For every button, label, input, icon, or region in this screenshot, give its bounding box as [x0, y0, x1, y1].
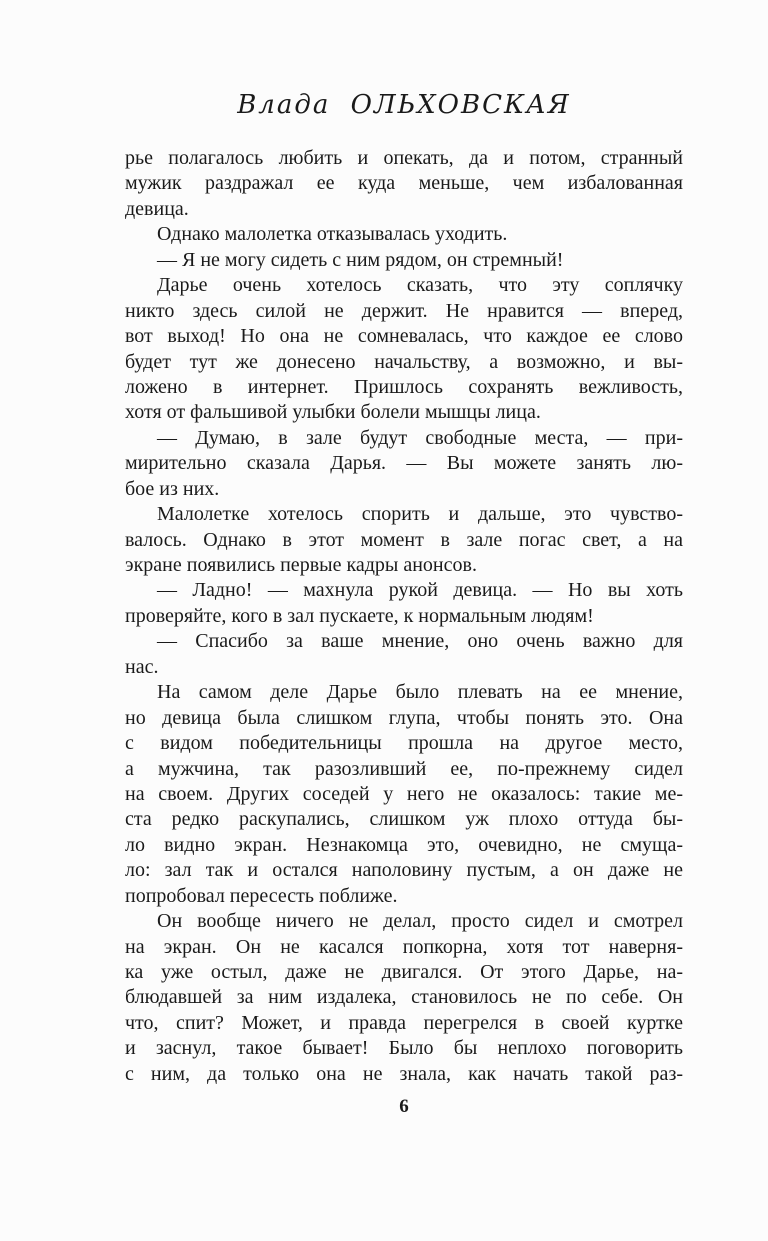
text-line: проверяйте, кого в зал пускаете, к нормальным людям! — [125, 604, 594, 627]
text-line: — Я не могу сидеть с ним рядом, он стремный! — [157, 248, 564, 271]
text-line: на своем. Других соседей у него не оказалось: такие ме- — [125, 782, 683, 805]
text-line: ста редко раскупались, слишком уж плохо оттуда бы- — [125, 808, 683, 831]
text-line: с видом победительницы прошла на другое место, — [125, 732, 683, 755]
text-line: — Ладно! — махнула рукой девица. — Но вы хоть — [157, 579, 683, 602]
text-line: бое из них. — [125, 477, 220, 500]
text-line: вот выход! Но она не сомневалась, что каждое ее слово — [125, 325, 683, 348]
text-line: на экран. Он не касался попкорна, хотя тот наверня- — [125, 935, 683, 958]
text-line: — Думаю, в зале будут свободные места, — при- — [157, 426, 683, 449]
text-line: экране появились первые кадры анонсов. — [125, 554, 477, 576]
text-line: хотя от фальшивой улыбки болели мышцы лица. — [125, 401, 541, 424]
text-line: ло: зал так и остался наполовину пустым, а он даже не — [125, 859, 683, 882]
text-line: будет тут же донесено начальству, а возможно, и вы- — [125, 350, 683, 373]
text-line: ка уже остыл, даже не двигался. От этого Дарье, на- — [125, 961, 683, 983]
text-line: — Спасибо за ваше мнение, оно очень важно для — [157, 630, 683, 653]
page-number: 6 — [399, 1096, 409, 1117]
running-head-author: Влада ОЛЬХОВСКАЯ — [237, 90, 571, 120]
text-line: и заснул, такое бывает! Было бы неплохо поговорить — [125, 1037, 683, 1060]
text-body — [125, 146, 683, 1087]
text-line: мирительно сказала Дарья. — Вы можете занять лю- — [125, 452, 683, 475]
text-line: ло видно экран. Незнакомца это, очевидно, не смуща- — [125, 833, 683, 856]
text-line: девица. — [125, 197, 189, 220]
text-line: мужик раздражал ее куда меньше, чем избалованная — [125, 172, 683, 195]
text-line: Он вообще ничего не делал, просто сидел и смотрел — [157, 910, 683, 933]
text-line: Малолетке хотелось спорить и дальше, это чувство- — [157, 503, 683, 526]
text-line: валось. Однако в этот момент в зале погас свет, а на — [125, 528, 683, 551]
text-line: никто здесь силой не держит. Не нравится — вперед, — [125, 299, 683, 322]
text-line: что, спит? Может, и правда перегрелся в своей куртке — [125, 1011, 683, 1034]
text-line: блюдавшей за ним издалека, становилось не по себе. Он — [125, 986, 683, 1009]
text-line: Дарье очень хотелось сказать, что эту соплячку — [157, 274, 683, 297]
text-line: но девица была слишком глупа, чтобы понять это. Она — [125, 706, 683, 729]
text-line: На самом деле Дарье было плевать на ее мнение, — [157, 681, 683, 704]
text-line: а мужчина, так разозливший ее, по-прежнему сидел — [125, 757, 683, 780]
text-line: Однако малолетка отказывалась уходить. — [157, 223, 508, 246]
text-line: нас. — [125, 655, 159, 678]
text-line: рье полагалось любить и опекать, да и потом, странный — [125, 147, 683, 169]
text-line: с ним, да только она не знала, как начать такой раз- — [125, 1062, 683, 1085]
text-line: ложено в интернет. Пришлось сохранять вежливость, — [125, 375, 683, 398]
text-line: попробовал пересесть поближе. — [125, 884, 398, 907]
